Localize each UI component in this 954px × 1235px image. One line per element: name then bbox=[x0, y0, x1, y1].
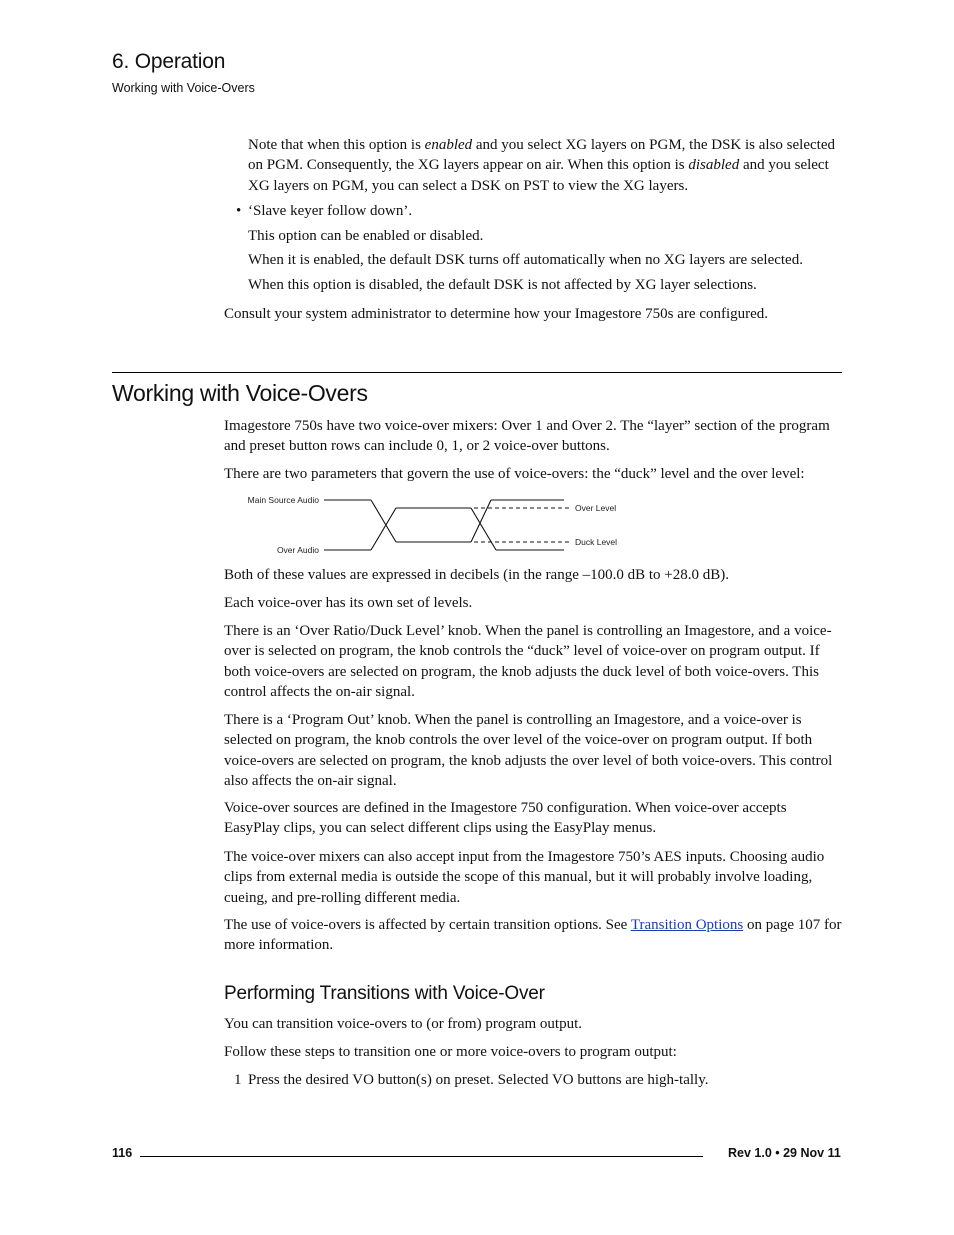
enabled-text: When it is enabled, the default DSK turns off automatically when no XG layers are selected. bbox=[248, 252, 803, 268]
consult-text: Consult your system administrator to determine how your Imagestore 750s are configured. bbox=[224, 306, 769, 322]
note-text-1: Note that when this option is bbox=[248, 137, 425, 153]
revision-label: Rev 1.0 • 29 Nov 11 bbox=[728, 1146, 841, 1160]
paragraph-aes-inputs: The voice-over mixers can also accept input from the Imagestore 750’s AES inputs. Choosing audio clips from external media is outside the scope of this manual, but it will probably involve loading, cueing, and pre-rolling different media. bbox=[224, 849, 825, 906]
paragraph-duck-knob: There is an ‘Over Ratio/Duck Level’ knob. When the panel is controlling an Imagestore, and a voice-over is selected on program, the knob controls the “duck” level of voice-over on program output. If both voice-overs are selected on program, the knob adjusts the duck level of both voice-overs. This control affects the on-air signal. bbox=[224, 623, 832, 700]
paragraph-decibels: Both of these values are expressed in decibels (in the range –100.0 dB to +28.0 dB). bbox=[224, 567, 730, 583]
running-head: Working with Voice-Overs bbox=[112, 81, 255, 95]
paragraph-transition-options bbox=[224, 915, 842, 956]
note-text-3: and you select XG layers on PGM, you can select a DSK on PST to view the XG layers. bbox=[248, 157, 829, 194]
step-text: Press the desired VO button(s) on preset. Selected VO buttons are high-tally. bbox=[248, 1072, 709, 1088]
subsection-title: Performing Transitions with Voice-Over bbox=[224, 983, 545, 1004]
voice-over-level-diagram bbox=[236, 490, 636, 560]
over-audio-rise bbox=[371, 508, 396, 550]
section-rule bbox=[112, 372, 842, 373]
paragraph-follow-steps: Follow these steps to transition one or more voice-overs to program output: bbox=[224, 1044, 677, 1060]
transition-options-link[interactable]: Transition Options bbox=[630, 917, 744, 933]
paragraph-transition-intro: You can transition voice-overs to (or from) program output. bbox=[224, 1016, 582, 1032]
main-source-fall bbox=[371, 500, 396, 542]
footer-rule bbox=[140, 1156, 703, 1157]
page-number: 116 bbox=[112, 1146, 133, 1160]
main-source-audio-label: Main Source Audio bbox=[247, 495, 319, 505]
note-text-2: and you select XG layers on PGM, the DSK is also selected on PGM. Consequently, the XG layers appear on air. When this option is bbox=[248, 137, 835, 174]
bullet-mark: • bbox=[236, 203, 242, 219]
paragraph-own-levels: Each voice-over has its own set of levels. bbox=[224, 595, 473, 611]
paragraph-mixers: Imagestore 750s have two voice-over mixers: Over 1 and Over 2. The “layer” section of the program and preset button rows can include 0, 1, or 2 voice-over buttons. bbox=[224, 418, 830, 455]
note-emphasis-disabled: disabled bbox=[688, 157, 740, 174]
step-number: 1 bbox=[234, 1072, 242, 1088]
paragraph-parameters: There are two parameters that govern the use of voice-overs: the “duck” level and the over level: bbox=[224, 466, 805, 482]
paragraph-program-out-knob: There is a ‘Program Out’ knob. When the panel is controlling an Imagestore, and a voice-over is selected on program, the knob controls the over level of the voice-over on program output. If both voice-overs are selected on program, the knob adjusts the over level of both voice-overs. This control also affects the on-air signal. bbox=[224, 712, 833, 789]
chapter-title: 6. Operation bbox=[112, 50, 226, 73]
over-level-label: Over Level bbox=[575, 503, 617, 513]
transition-text-2: on page 107 for more information. bbox=[224, 917, 842, 954]
over-audio-label: Over Audio bbox=[276, 545, 319, 555]
paragraph-sources: Voice-over sources are defined in the Imagestore 750 configuration. When voice-over accepts EasyPlay clips, you can select different clips using the EasyPlay menus. bbox=[224, 800, 787, 837]
note-paragraph bbox=[248, 135, 842, 196]
enable-text: This option can be enabled or disabled. bbox=[248, 228, 484, 244]
disabled-text: When this option is disabled, the default DSK is not affected by XG layer selections. bbox=[248, 277, 757, 293]
duck-level-label: Duck Level bbox=[575, 537, 618, 547]
bullet-item: ‘Slave keyer follow down’. bbox=[248, 203, 413, 219]
note-emphasis-enabled: enabled bbox=[424, 137, 473, 153]
transition-text-1: The use of voice-overs is affected by certain transition options. See bbox=[224, 917, 631, 933]
section-title: Working with Voice-Overs bbox=[112, 380, 368, 406]
over-audio-fall bbox=[471, 508, 496, 550]
